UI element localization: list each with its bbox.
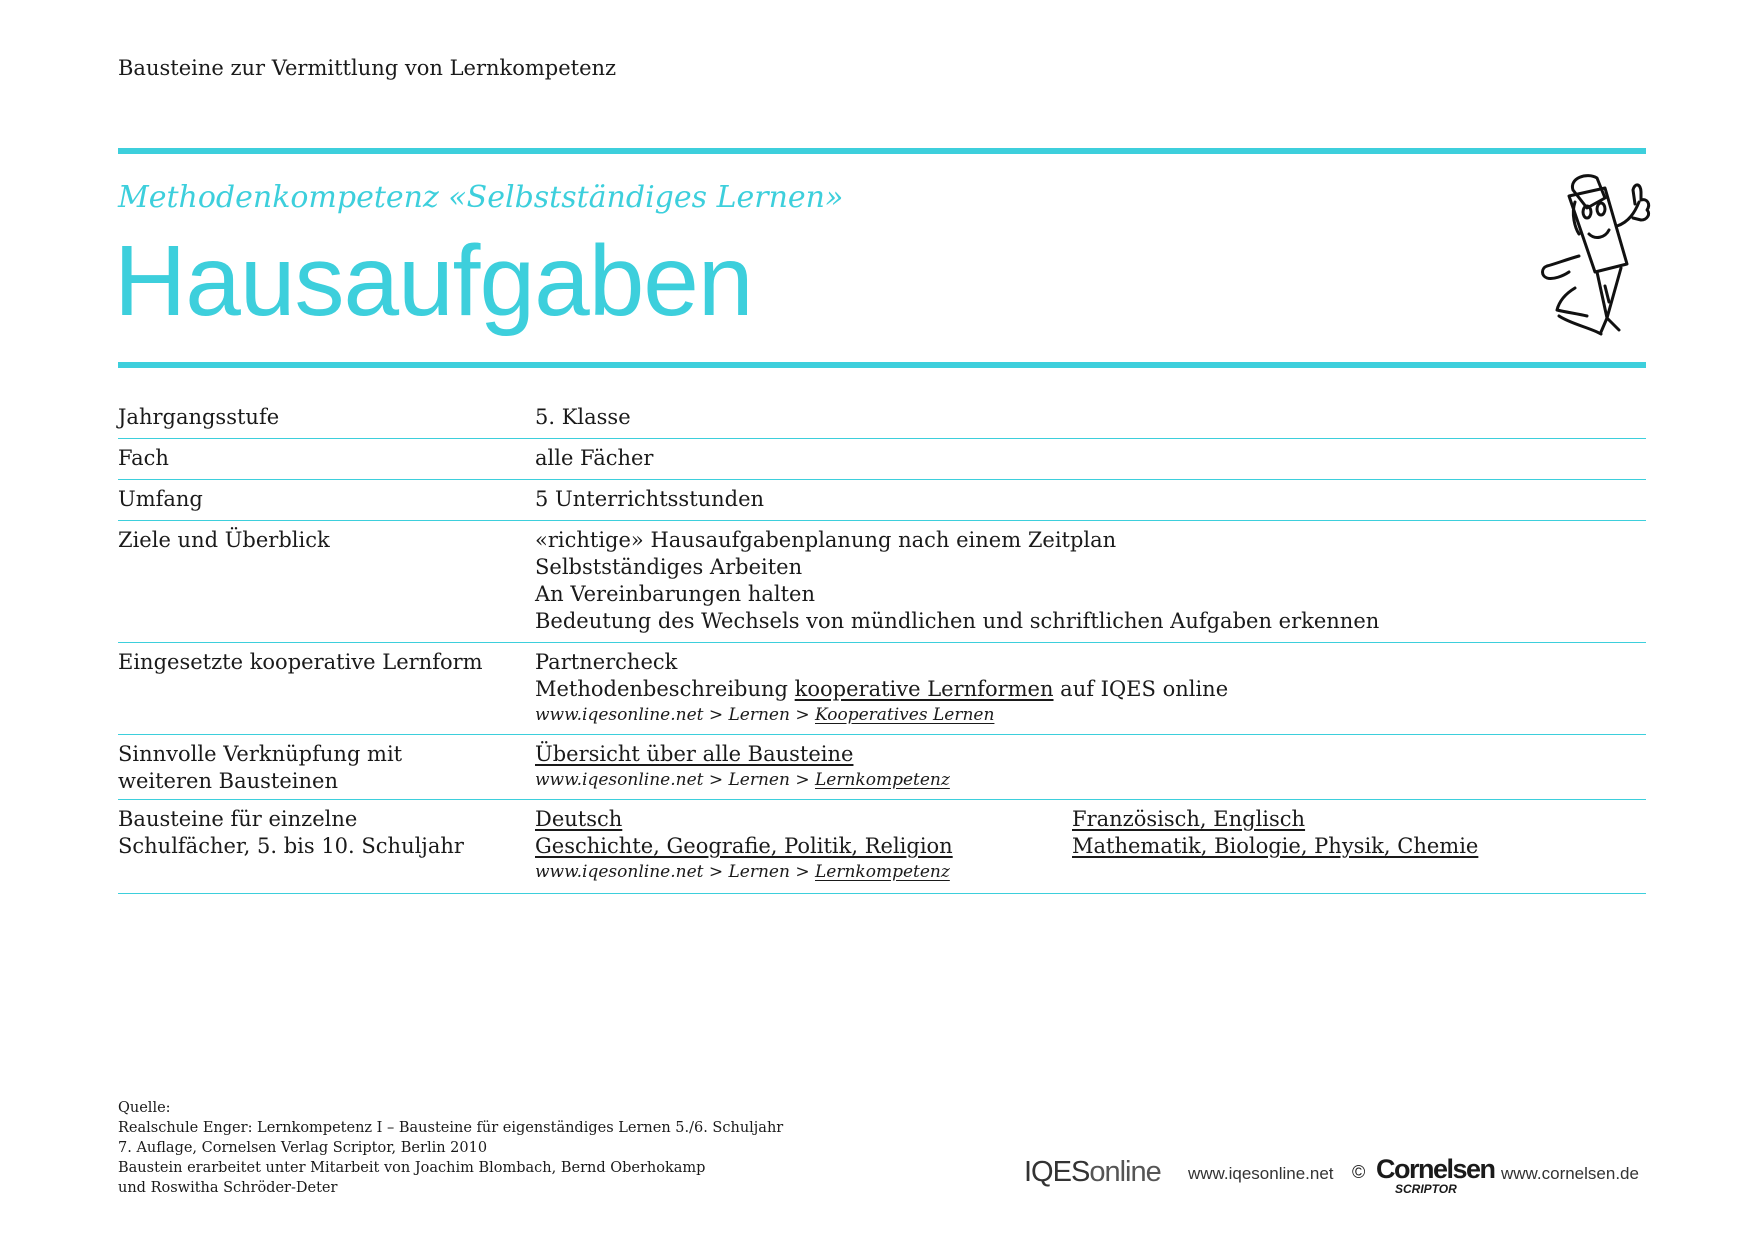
coop-method: Partnercheck <box>535 650 678 674</box>
table-row <box>118 439 1646 480</box>
row-label-links-line1: Sinnvolle Verknüpfung mit <box>118 742 403 766</box>
goals-list <box>535 527 1646 635</box>
page-title: Hausaufgaben <box>114 225 753 337</box>
row-label-subjects-line1: Bausteine für einzelne <box>118 807 358 831</box>
iqes-logo-main: IQES <box>1024 1156 1090 1188</box>
row-label-coop: Eingesetzte kooperative Lernform <box>118 650 483 674</box>
coop-path-prefix: www.iqesonline.net > Lernen > <box>535 705 815 725</box>
table-row <box>118 800 1646 894</box>
links-path-prefix: www.iqesonline.net > Lernen > <box>535 770 815 790</box>
table-row <box>118 521 1646 643</box>
iqes-url[interactable]: www.iqesonline.net <box>1188 1164 1334 1183</box>
row-value-scope: 5 Unterrichtsstunden <box>535 487 765 511</box>
subject-link-languages[interactable]: Französisch, Englisch <box>1072 807 1306 831</box>
subtitle: Methodenkompetenz «Selbstständiges Lernen» <box>118 180 844 215</box>
table-row <box>118 480 1646 521</box>
cornelsen-logo-sub: SCRIPTOR <box>1395 1182 1457 1196</box>
source-line: Baustein erarbeitet unter Mitarbeit von Joachim Blombach, Bernd Oberhokamp <box>118 1160 706 1176</box>
links-content <box>535 741 1646 792</box>
row-value-grade: 5. Klasse <box>535 405 631 429</box>
source-citation <box>118 1098 783 1198</box>
row-label-grade: Jahrgangsstufe <box>118 405 280 429</box>
goal-item: An Vereinbarungen halten <box>535 582 816 606</box>
table-row <box>118 398 1646 439</box>
subjects-path <box>535 860 1646 884</box>
copyright-symbol: © <box>1352 1162 1366 1182</box>
coop-description-suffix: auf IQES online <box>1053 677 1229 701</box>
subjects-path-prefix: www.iqesonline.net > Lernen > <box>535 862 815 882</box>
links-path <box>535 768 1646 792</box>
series-title: Bausteine zur Vermittlung von Lernkompetenz <box>118 56 617 80</box>
bottom-rule <box>118 362 1646 368</box>
source-line: 7. Auflage, Cornelsen Verlag Scriptor, Berlin 2010 <box>118 1140 488 1156</box>
fountain-pen-mascot-icon <box>1535 168 1655 343</box>
row-label-scope: Umfang <box>118 487 203 511</box>
row-label-goals: Ziele und Überblick <box>118 528 330 552</box>
source-line: Quelle: <box>118 1100 171 1116</box>
subject-link-sciences[interactable]: Mathematik, Biologie, Physik, Chemie <box>1072 834 1479 858</box>
coop-path-link[interactable]: Kooperatives Lernen <box>815 705 995 725</box>
coop-path <box>535 703 1646 727</box>
table-row <box>118 735 1646 800</box>
subject-link-social[interactable]: Geschichte, Geografie, Politik, Religion <box>535 834 953 858</box>
overview-link[interactable]: Übersicht über alle Bausteine <box>535 742 854 766</box>
row-label-links-line2: weiteren Bausteinen <box>118 769 338 793</box>
goal-item: «richtige» Hausaufgabenplanung nach einem Zeitplan <box>535 528 1117 552</box>
iqes-logo-sub: online <box>1089 1156 1161 1188</box>
table-row <box>118 643 1646 735</box>
links-path-link[interactable]: Lernkompetenz <box>815 770 950 790</box>
subjects-content <box>535 806 1646 884</box>
row-label-subjects <box>118 806 518 860</box>
cornelsen-logo: Cornelsen <box>1376 1154 1495 1184</box>
info-table <box>118 398 1646 894</box>
goal-item: Bedeutung des Wechsels von mündlichen und schriftlichen Aufgaben erkennen <box>535 609 1380 633</box>
source-line: Realschule Enger: Lernkompetenz I – Bausteine für eigenständiges Lernen 5./6. Schuljahr <box>118 1120 784 1136</box>
iqes-logo <box>1024 1156 1161 1189</box>
row-value-subject: alle Fächer <box>535 446 654 470</box>
row-label-links <box>118 741 518 795</box>
coop-learning-forms-link[interactable]: kooperative Lernformen <box>794 677 1054 701</box>
goal-item: Selbstständiges Arbeiten <box>535 555 803 579</box>
coop-description-prefix: Methodenbeschreibung <box>535 677 795 701</box>
top-rule <box>118 148 1646 154</box>
footer-logos <box>1024 1156 1646 1196</box>
subject-link-deutsch[interactable]: Deutsch <box>535 807 623 831</box>
source-line: und Roswitha Schröder-Deter <box>118 1180 338 1196</box>
coop-description <box>535 676 1646 703</box>
coop-content <box>535 649 1646 727</box>
row-label-subject: Fach <box>118 446 169 470</box>
subjects-path-link[interactable]: Lernkompetenz <box>815 862 950 882</box>
cornelsen-url[interactable]: www.cornelsen.de <box>1501 1164 1639 1183</box>
row-label-subjects-line2: Schulfächer, 5. bis 10. Schuljahr <box>118 834 464 858</box>
